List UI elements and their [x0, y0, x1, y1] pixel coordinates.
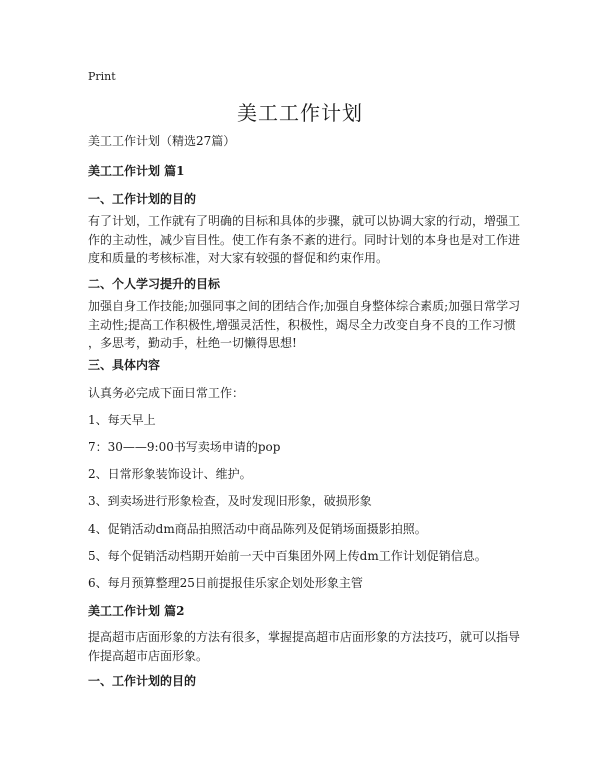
paragraph-line: 加强自身工作技能;加强同事之间的团结合作;加强自身整体综合素质;加强日常学习 — [88, 299, 521, 313]
list-item: 3、到卖场进行形象检查，及时发现旧形象，破损形象 — [88, 494, 372, 508]
s2-heading-purpose: 一、工作计划的目的 — [88, 674, 197, 688]
list-item: 7：30——9:00书写卖场申请的pop — [88, 440, 281, 454]
paragraph-line: 度和质量的考核标准，对大家有较强的督促和约束作用。 — [88, 251, 389, 265]
paragraph-line: 有了计划，工作就有了明确的目标和具体的步骤，就可以协调大家的行动，增强工 — [88, 214, 521, 228]
list-item: 4、促销活动dm商品拍照活动中商品陈列及促销场面摄影拍照。 — [88, 522, 427, 536]
paragraph-line: 提高超市店面形象的方法有很多，掌握提高超市店面形象的方法技巧，就可以指导 — [88, 630, 521, 644]
s1-heading-purpose: 一、工作计划的目的 — [88, 192, 197, 206]
list-item: 6、每月预算整理25日前提报佳乐家企划处形象主管 — [88, 576, 363, 590]
s1-heading-content: 三、具体内容 — [88, 358, 161, 372]
paragraph-line: 主动性;提高工作积极性,增强灵活性，积极性，竭尽全力改变自身不良的工作习惯 — [88, 318, 516, 332]
s1-heading-goals: 二、个人学习提升的目标 — [88, 277, 221, 291]
list-item: 5、每个促销活动档期开始前一天中百集团外网上传dm工作计划促销信息。 — [88, 549, 487, 563]
paragraph-line: 作提高超市店面形象。 — [88, 649, 209, 663]
list-item: 2、日常形象装饰设计、维护。 — [88, 467, 252, 481]
print-label: Print — [88, 70, 116, 83]
paragraph-line: ，多思考，勤动手，杜绝一切懒得思想! — [88, 336, 297, 350]
paragraph-line: 作的主动性，减少盲目性。使工作有条不紊的进行。同时计划的本身也是对工作进 — [88, 233, 521, 247]
list-item: 认真务必完成下面日常工作： — [88, 386, 245, 400]
section-heading-1: 美工工作计划 篇1 — [88, 164, 185, 178]
doc-subtitle: 美工工作计划（精选27篇） — [88, 134, 236, 148]
section-heading-2: 美工工作计划 篇2 — [88, 604, 185, 618]
page-title: 美工工作计划 — [237, 101, 363, 125]
list-item: 1、每天早上 — [88, 413, 156, 427]
